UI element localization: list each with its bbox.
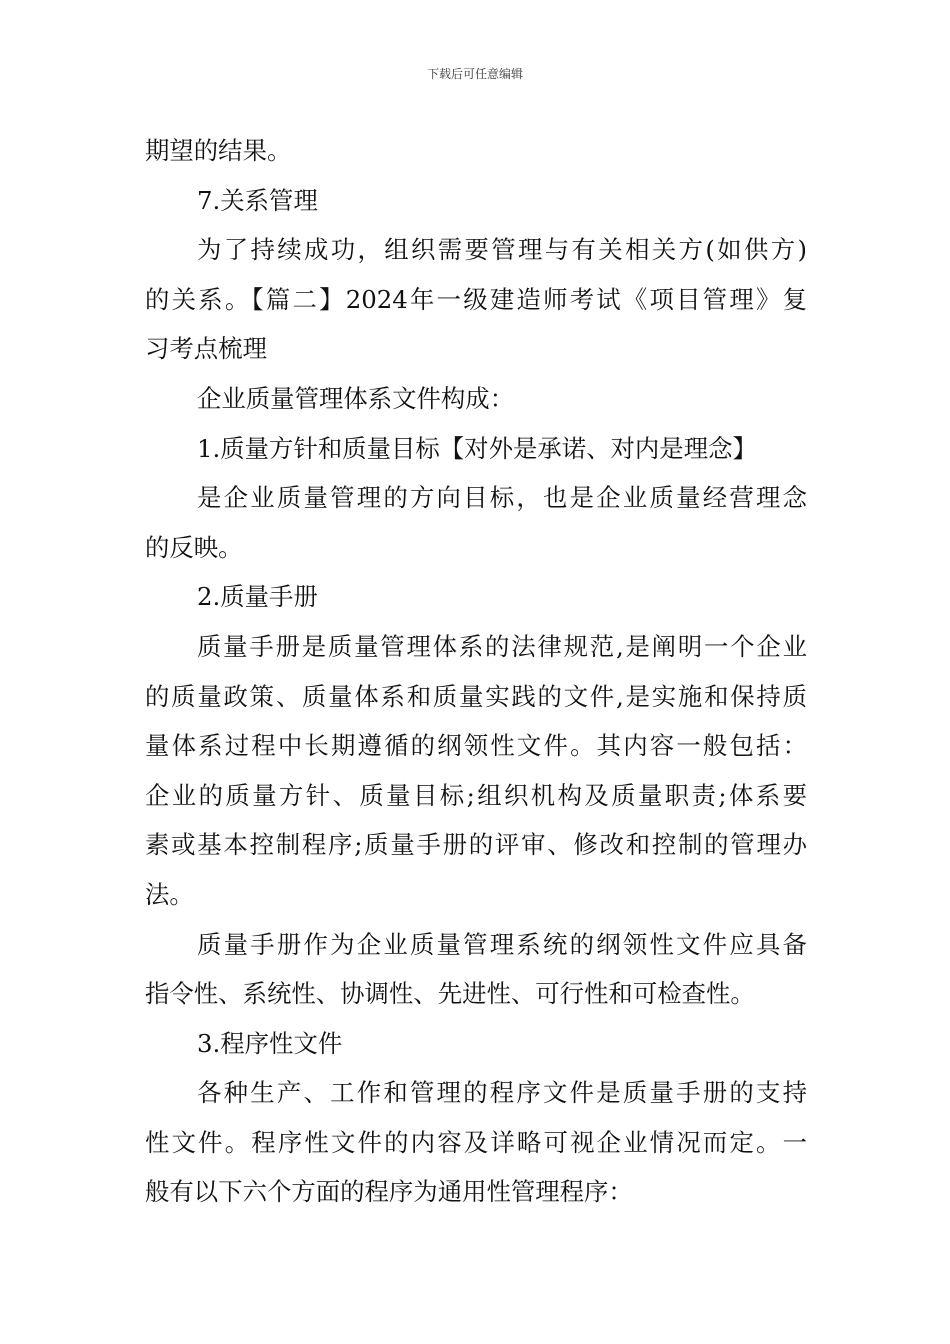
text-line: 3.程序性文件 [197,1028,343,1058]
text-line: 性文件。程序性文件的内容及详略可视企业情况而定。一 [145,1127,807,1157]
document-body [145,126,807,1217]
text-line: 法。 [145,879,194,909]
text-line: 的关系。【篇二】2024年一级建造师考试《项目管理》复 [145,284,807,314]
text-line: 各种生产、工作和管理的程序文件是质量手册的支持 [197,1078,807,1108]
text-line: 量体系过程中长期遵循的纲领性文件。其内容一般包括： [145,731,807,761]
text-line: 2.质量手册 [197,582,318,612]
text-line: 期望的结果。 [145,136,292,165]
text-line: 素或基本控制程序;质量手册的评审、修改和控制的管理办 [145,830,807,860]
text-line: 的反映。 [145,532,243,562]
text-line: 质量手册是质量管理体系的法律规范,是阐明一个企业 [197,631,807,661]
text-line: 习考点梳理 [145,334,267,364]
text-line: 是企业质量管理的方向目标，也是企业质量经营理念 [197,483,807,513]
text-line: 1.质量方针和质量目标【对外是承诺、对内是理念】 [197,433,757,463]
text-line: 指令性、系统性、协调性、先进性、可行性和可检查性。 [145,979,755,1009]
text-line: 为了持续成功，组织需要管理与有关相关方(如供方) [197,235,807,265]
page-header-note: 下载后可任意编辑 [426,67,523,81]
text-line: 企业质量管理体系文件构成： [197,383,515,413]
text-line: 7.关系管理 [197,185,318,215]
text-line: 企业的质量方针、质量目标;组织机构及质量职责;体系要 [145,780,807,810]
text-line: 的质量政策、质量体系和质量实践的文件,是实施和保持质 [145,681,807,711]
text-line: 般有以下六个方面的程序为通用性管理程序： [145,1177,633,1207]
text-line: 质量手册作为企业质量管理系统的纲领性文件应具备 [197,929,807,959]
